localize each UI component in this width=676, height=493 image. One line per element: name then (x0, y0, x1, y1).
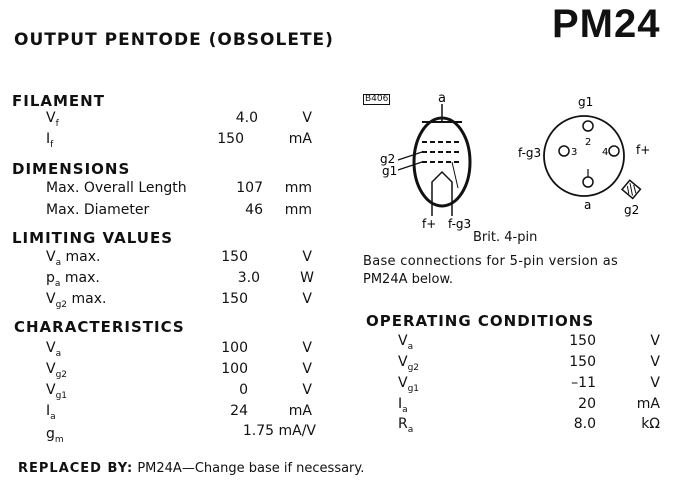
op-ra-value: 8.0 (573, 416, 596, 432)
op-vg2-label: $V_{g2}$ (398, 354, 420, 373)
base-g2-label: g2 (624, 203, 640, 217)
replaced-by-label: REPLACED BY: (18, 461, 134, 476)
char-vg1-value: 0 (239, 382, 248, 398)
replaced-by-line (18, 461, 364, 476)
limiting-vg2-unit: V (302, 291, 312, 307)
char-vg2-unit: V (302, 361, 312, 377)
dimension-diameter-unit: mm (284, 202, 312, 218)
reference-stamp: B406 (365, 94, 389, 104)
char-ia-value: 24 (230, 403, 248, 419)
dimension-diameter-label: Max. Diameter (46, 202, 150, 218)
limiting-pa-unit: W (300, 270, 314, 286)
tube-type-number: PM24 (552, 2, 661, 46)
base-g1-label: g1 (578, 95, 594, 109)
op-vg1-value: –11 (571, 375, 596, 391)
section-heading-filament: FILAMENT (12, 92, 105, 110)
tube-base-diagram (512, 94, 662, 226)
char-va-label: $V_a$ (46, 340, 62, 359)
dimension-length-label: Max. Overall Length (46, 180, 187, 196)
op-vg2-unit: V (650, 354, 660, 370)
op-ia-unit: mA (636, 396, 660, 412)
base-fg3-label: f-g3 (518, 146, 542, 160)
anode-label: a (438, 92, 446, 106)
fplus-label: f+ (422, 217, 437, 231)
char-gm-label: $g_m$ (46, 426, 64, 445)
filament-voltage-value: 4.0 (235, 110, 258, 126)
svg-text:4: 4 (602, 147, 609, 158)
op-va-value: 150 (569, 333, 596, 349)
fg3-label: f-g3 (448, 217, 472, 231)
g2-label: g2 (380, 152, 396, 166)
section-heading-limiting: LIMITING VALUES (12, 229, 174, 247)
limiting-va-value: 150 (221, 249, 248, 265)
svg-text:2: 2 (585, 137, 592, 148)
section-heading-characteristics: CHARACTERISTICS (14, 318, 185, 336)
char-vg1-unit: V (302, 382, 312, 398)
dimension-length-value: 107 (236, 180, 263, 196)
filament-voltage-unit: V (302, 110, 312, 126)
g1-label: g1 (382, 164, 398, 178)
svg-text:3: 3 (571, 147, 578, 158)
dimension-diameter-value: 46 (245, 202, 263, 218)
char-va-unit: V (302, 340, 312, 356)
op-ia-label: $I_a$ (398, 396, 408, 415)
base-note-line2: PM24A below. (363, 272, 454, 287)
base-note-line1: Base connections for 5-pin version as (363, 254, 619, 269)
op-vg2-value: 150 (569, 354, 596, 370)
diagram-caption: Brit. 4-pin (473, 230, 538, 245)
tube-side-view-diagram (376, 92, 492, 232)
char-vg2-label: $V_{g2}$ (46, 361, 68, 380)
op-va-unit: V (650, 333, 660, 349)
base-anode-label: a (584, 198, 592, 212)
op-ia-value: 20 (578, 396, 596, 412)
limiting-vg2-value: 150 (221, 291, 248, 307)
limiting-va-unit: V (302, 249, 312, 265)
char-ia-label: $I_a$ (46, 403, 56, 422)
op-vg1-unit: V (650, 375, 660, 391)
char-vg2-value: 100 (221, 361, 248, 377)
char-ia-unit: mA (288, 403, 312, 419)
char-vg1-label: $V_{g1}$ (46, 382, 68, 401)
char-gm-value: 1.75 mA/V (242, 423, 316, 439)
limiting-vg2-label: $V_{g2}$ max. (46, 291, 107, 310)
limiting-pa-value: 3.0 (237, 270, 260, 286)
op-ra-unit: kΩ (641, 416, 660, 432)
base-fplus-label: f+ (636, 143, 651, 157)
char-va-value: 100 (221, 340, 248, 356)
limiting-pa-label: $p_a$ max. (46, 270, 100, 289)
filament-current-unit: mA (288, 131, 312, 147)
filament-current-value: 150 (217, 131, 244, 147)
op-ra-label: $R_a$ (398, 416, 414, 435)
section-heading-operating: OPERATING CONDITIONS (366, 312, 595, 330)
page-title: OUTPUT PENTODE (OBSOLETE) (14, 30, 334, 50)
limiting-va-label: $V_a$ max. (46, 249, 101, 268)
section-heading-dimensions: DIMENSIONS (12, 160, 131, 178)
filament-voltage-label: $V_f$ (46, 110, 59, 129)
op-vg1-label: $V_{g1}$ (398, 375, 420, 394)
replaced-by-text: PM24A—Change base if necessary. (137, 461, 365, 476)
filament-current-label: $I_f$ (46, 131, 54, 150)
op-va-label: $V_a$ (398, 333, 414, 352)
dimension-length-unit: mm (284, 180, 312, 196)
